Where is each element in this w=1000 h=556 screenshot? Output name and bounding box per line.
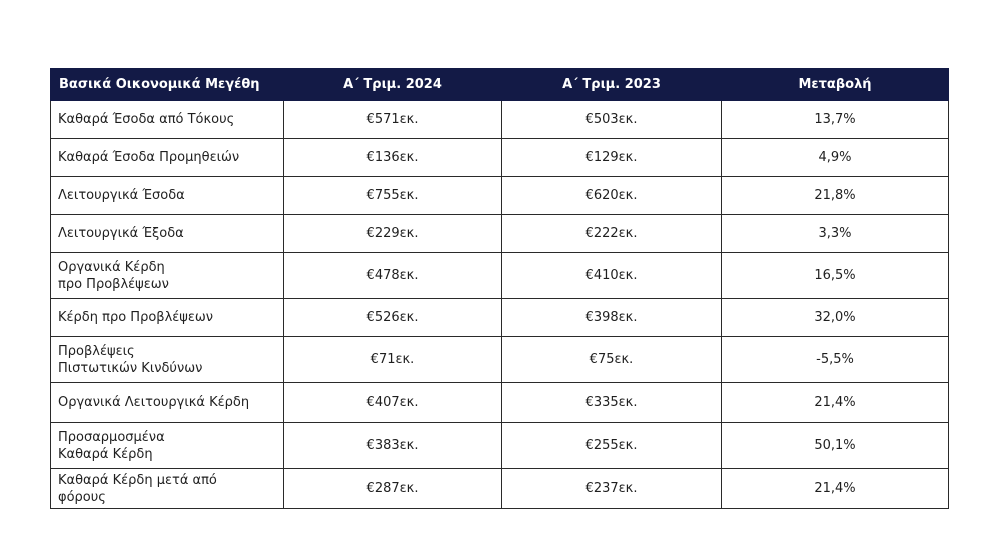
row-label: Προβλέψεις Πιστωτικών Κινδύνων [51,337,284,383]
cell-q1-2023: €222εκ. [502,215,722,253]
cell-q1-2023: €75εκ. [502,337,722,383]
table-row [51,469,949,509]
cell-change: 32,0% [722,299,949,337]
table-row [51,139,949,177]
cell-q1-2024: €526εκ. [284,299,502,337]
table-header [51,69,949,101]
cell-change: 50,1% [722,423,949,469]
cell-q1-2023: €255εκ. [502,423,722,469]
row-label: Λειτουργικά Έξοδα [51,215,284,253]
table-body [51,101,949,509]
cell-q1-2023: €620εκ. [502,177,722,215]
table-row [51,383,949,423]
row-label: Καθαρά Κέρδη μετά από φόρους [51,469,284,509]
financials-table [50,68,949,509]
header-q1-2024: Α΄ Τριμ. 2024 [284,69,502,101]
cell-change: 4,9% [722,139,949,177]
table-row [51,337,949,383]
row-label: Καθαρά Έσοδα Προμηθειών [51,139,284,177]
table-row [51,215,949,253]
row-label: Κέρδη προ Προβλέψεων [51,299,284,337]
cell-change: 16,5% [722,253,949,299]
cell-q1-2024: €755εκ. [284,177,502,215]
table-row [51,423,949,469]
cell-q1-2024: €478εκ. [284,253,502,299]
cell-q1-2024: €383εκ. [284,423,502,469]
row-label: Προσαρμοσμένα Καθαρά Κέρδη [51,423,284,469]
cell-q1-2023: €503εκ. [502,101,722,139]
cell-change: 21,4% [722,469,949,509]
cell-q1-2024: €71εκ. [284,337,502,383]
table-row [51,299,949,337]
row-label: Οργανικά Κέρδη προ Προβλέψεων [51,253,284,299]
cell-q1-2024: €571εκ. [284,101,502,139]
cell-q1-2024: €287εκ. [284,469,502,509]
cell-q1-2023: €410εκ. [502,253,722,299]
cell-change: -5,5% [722,337,949,383]
row-label: Οργανικά Λειτουργικά Κέρδη [51,383,284,423]
header-row [51,69,949,101]
row-label: Καθαρά Έσοδα από Τόκους [51,101,284,139]
cell-q1-2023: €237εκ. [502,469,722,509]
cell-q1-2023: €398εκ. [502,299,722,337]
header-metric: Βασικά Οικονομικά Μεγέθη [51,69,284,101]
cell-change: 21,4% [722,383,949,423]
cell-q1-2024: €136εκ. [284,139,502,177]
header-q1-2023: Α΄ Τριμ. 2023 [502,69,722,101]
cell-change: 3,3% [722,215,949,253]
table-row [51,253,949,299]
cell-q1-2023: €335εκ. [502,383,722,423]
cell-q1-2024: €229εκ. [284,215,502,253]
cell-q1-2024: €407εκ. [284,383,502,423]
table-row [51,101,949,139]
cell-change: 13,7% [722,101,949,139]
cell-q1-2023: €129εκ. [502,139,722,177]
cell-change: 21,8% [722,177,949,215]
table-row [51,177,949,215]
header-change: Μεταβολή [722,69,949,101]
row-label: Λειτουργικά Έσοδα [51,177,284,215]
